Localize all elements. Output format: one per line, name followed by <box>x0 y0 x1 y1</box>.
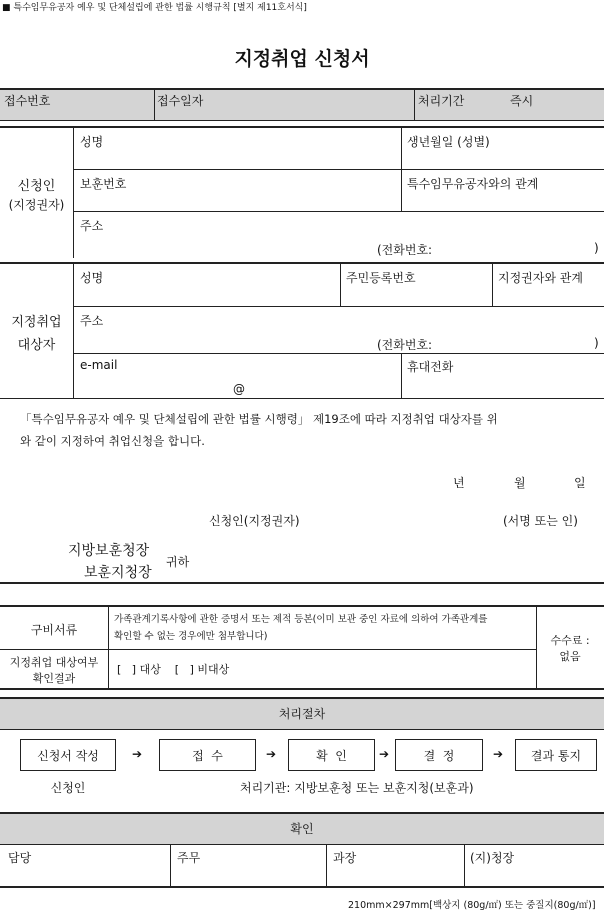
arrow-icon: ➔ <box>266 747 277 761</box>
applicant-phone-close: ) <box>594 241 599 255</box>
applicant-address-label: 주소 <box>80 219 104 233</box>
target-email-label: e-mail <box>80 358 118 372</box>
date-day-label: 일 <box>574 476 586 490</box>
check-result-sublabel: 확인결과 <box>32 672 76 685</box>
applicant-section-label: 신청인 <box>17 179 56 194</box>
step-decision: 결 정 <box>395 739 483 771</box>
form-title: 지정취업 신청서 <box>234 48 370 70</box>
applicant-section-sublabel: (지정권자) <box>8 198 65 212</box>
confirm-col-chief: 주무 <box>177 851 201 865</box>
documents-desc-2: 확인할 수 없는 경우에만 첨부합니다) <box>114 631 268 642</box>
target-section-sublabel: 대상자 <box>17 338 56 353</box>
target-mobile-label: 휴대전화 <box>407 360 454 374</box>
date-month-label: 월 <box>514 476 526 490</box>
procedure-applicant-label: 신청인 <box>50 781 86 795</box>
receipt-no-label: 접수번호 <box>4 94 51 108</box>
paper-spec: 210mm×297mm[백상지 (80g/㎡) 또는 중질지(80g/㎡)] <box>348 900 596 911</box>
procedure-agency-label: 처리기관: 지방보훈청 또는 보훈지청(보훈과) <box>240 781 474 795</box>
applicant-relation-label: 특수임무유공자와의 관계 <box>407 177 539 191</box>
arrow-icon: ➔ <box>379 747 390 761</box>
recipient-line-2: 보훈지청장 <box>84 565 152 581</box>
target-resident-no-label: 주민등록번호 <box>346 271 416 285</box>
recipient-suffix: 귀하 <box>166 555 190 569</box>
fee-value: 없음 <box>559 650 581 663</box>
date-year-label: 년 <box>453 476 465 490</box>
documents-label: 구비서류 <box>30 623 78 637</box>
confirm-title: 확인 <box>290 822 314 836</box>
confirm-col-manager: 과장 <box>333 851 357 865</box>
period-value: 즉시 <box>510 94 534 108</box>
step-application: 신청서 작성 <box>20 739 116 771</box>
check-result-label: 지정취업 대상여부 <box>9 656 99 669</box>
arrow-icon: ➔ <box>493 747 504 761</box>
target-relation-label: 지정권자와 관계 <box>498 271 583 285</box>
period-label: 처리기간 <box>418 94 465 108</box>
bullet-icon: ■ <box>2 3 11 13</box>
target-email-at: @ <box>233 382 245 396</box>
statement-line-2: 와 같이 지정하여 취업신청을 합니다. <box>20 434 205 448</box>
statement-line-1: 「특수임무유공자 예우 및 단체설립에 관한 법률 시행령」 제19조에 따라 지정취업 대상자를 위 <box>20 412 498 426</box>
signature-label: (서명 또는 인) <box>503 514 578 528</box>
target-address-label: 주소 <box>80 314 104 328</box>
target-name-label: 성명 <box>80 271 104 285</box>
target-section-label: 지정취업 <box>11 315 62 330</box>
recipient-line-1: 지방보훈청장 <box>68 543 150 559</box>
confirm-col-director: (지)청장 <box>470 851 515 865</box>
step-verify: 확 인 <box>288 739 375 771</box>
arrow-icon: ➔ <box>132 747 143 761</box>
signer-label: 신청인(지정권자) <box>209 514 300 528</box>
check-result-options: [ ] 대상 [ ] 비대상 <box>117 663 230 676</box>
documents-desc-1: 가족관계기록사항에 관한 증명서 또는 제적 등본(이미 보관 중인 자료에 의하여 가족관계를 <box>114 614 488 625</box>
target-phone-label: (전화번호: <box>377 338 433 352</box>
applicant-veteran-no-label: 보훈번호 <box>80 177 127 191</box>
law-reference: ■ 특수임무유공자 예우 및 단체설립에 관한 법률 시행규칙 [별지 제11호서식] <box>2 3 307 13</box>
step-notify: 결과 통지 <box>515 739 597 771</box>
fee-label: 수수료 : <box>550 634 590 647</box>
procedure-title: 처리절차 <box>278 707 326 721</box>
receipt-date-label: 접수일자 <box>157 94 204 108</box>
applicant-birth-label: 생년월일 (성별) <box>407 135 490 149</box>
confirm-col-staff: 담당 <box>8 851 32 865</box>
step-receipt: 접 수 <box>159 739 256 771</box>
applicant-name-label: 성명 <box>80 135 104 149</box>
applicant-phone-label: (전화번호: <box>377 243 433 257</box>
target-phone-close: ) <box>594 336 599 350</box>
